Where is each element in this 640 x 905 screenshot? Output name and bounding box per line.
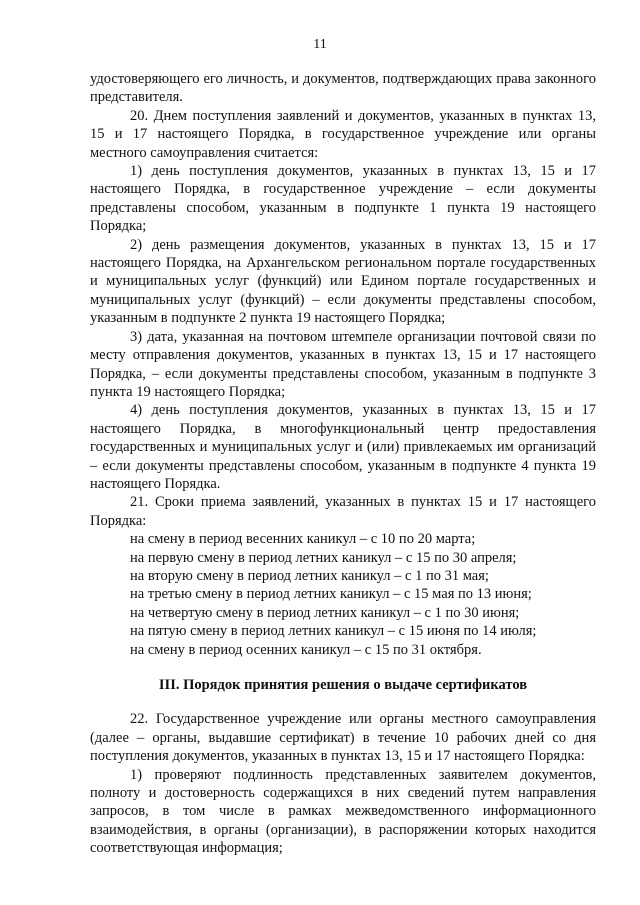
- paragraph-continuation: удостоверяющего его личность, и документов, подтверждающих права законного представителя.: [90, 71, 596, 106]
- paragraph-item-20: 20. Днем поступления заявлений и документов, указанных в пунктах 13, 15 и 17 настоящего Порядка, в государственное учреждение или органы местного самоуправления считается:: [90, 107, 596, 161]
- paragraph-subitem-4: 4) день поступления документов, указанных в пунктах 13, 15 и 17 настоящего Порядка, в многофункциональный центр предоставления государственных и муниципальных услуг и (или) привлекаемых им организаций – если документы представлены способом, указанным в подпункте 4 пункта 19 настоящего Порядка.: [90, 402, 596, 492]
- deadline-line: на пятую смену в период летних каникул – с 15 июня по 14 июля;: [130, 623, 537, 640]
- paragraph-subitem-3: 3) дата, указанная на почтовом штемпеле организации почтовой связи по месту отправления документов, указанных в пунктах 13, 15 и 17 настоящего Порядка, – если документы представлены способом, указанным в подпункте 3 пункта 19 настоящего Порядка;: [90, 328, 596, 400]
- deadline-line: на смену в период весенних каникул – с 10 по 20 марта;: [130, 531, 476, 548]
- paragraph-subitem-1: 1) проверяют подлинность представленных заявителем документов, полноту и достоверность содержащихся в них сведений путем направления запросов, в том числе в рамках межведомственного информационного взаимодействия, в органы (организации), в распоряжении которых находится соответствующая информация;: [90, 766, 596, 857]
- deadline-line: на вторую смену в период летних каникул – с 1 по 31 мая;: [130, 567, 489, 584]
- deadline-line: на смену в период осенних каникул – с 15 по 31 октября.: [130, 641, 482, 658]
- paragraph-subitem-1: 1) день поступления документов, указанных в пунктах 13, 15 и 17 настоящего Порядка, в государственное учреждение – если документы представлены способом, указанным в подпункте 1 пункта 19 настоящего Порядка;: [90, 163, 596, 235]
- section-heading: III. Порядок принятия решения о выдаче сертификатов: [158, 677, 528, 693]
- deadline-line: на третью смену в период летних каникул – с 15 мая по 13 июня;: [130, 586, 532, 603]
- paragraph-item-22: 22. Государственное учреждение или органы местного самоуправления (далее – органы, выдавшие сертификат) в течение 10 рабочих дней со дня поступления документов, указанных в пунктах 13, 15 и 17 настоящего Порядка:: [90, 711, 596, 765]
- deadline-line: на первую смену в период летних каникул – с 15 по 30 апреля;: [130, 549, 517, 566]
- paragraph-item-21: 21. Сроки приема заявлений, указанных в пунктах 15 и 17 настоящего Порядка:: [90, 494, 596, 529]
- deadline-line: на четвертую смену в период летних каникул – с 1 по 30 июня;: [130, 604, 520, 621]
- document-body: [90, 70, 596, 858]
- paragraph-subitem-2: 2) день размещения документов, указанных в пунктах 13, 15 и 17 настоящего Порядка, на Архангельском региональном портале государственных и муниципальных услуг (функций) или Едином портале государственных и муниципальных услуг (функций) – если документы представлены способом, указанным в подпункте 2 пункта 19 настоящего Порядка;: [90, 236, 596, 327]
- page-number: 11: [313, 37, 327, 52]
